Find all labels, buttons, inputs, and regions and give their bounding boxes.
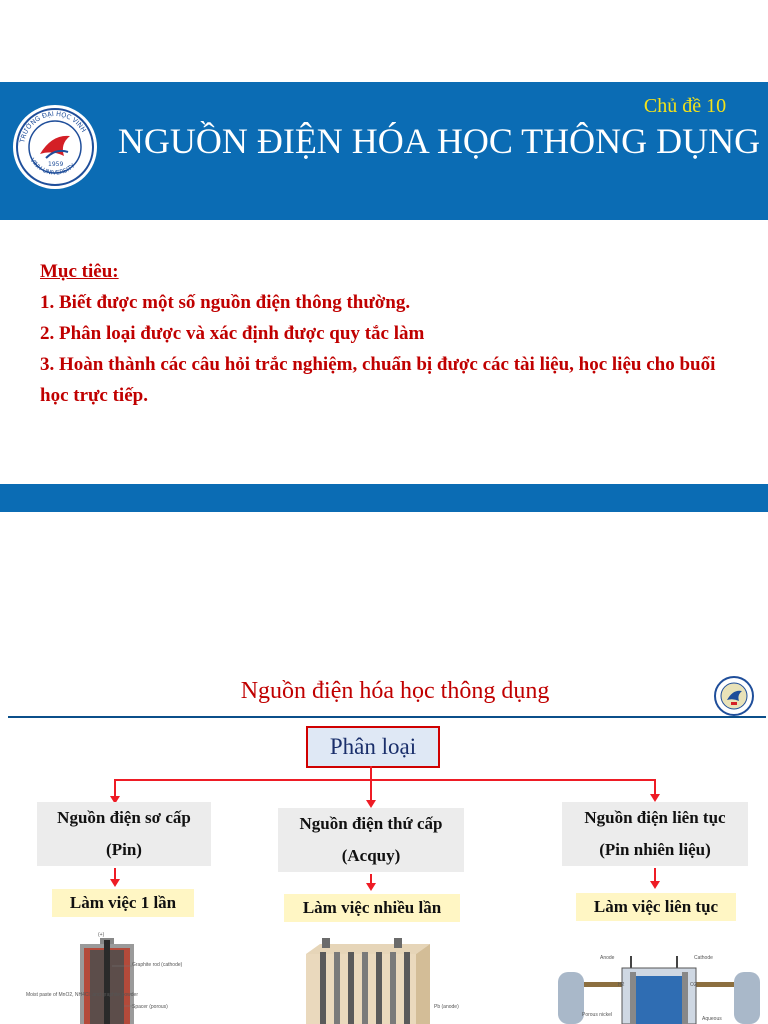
category-type: (Acquy) [341, 846, 401, 865]
connector-line [370, 779, 372, 801]
arrow-head [650, 794, 660, 802]
title-divider [8, 716, 766, 718]
slide-title: NGUỒN ĐIỆN HÓA HỌC THÔNG DỤNG [117, 121, 761, 161]
svg-text:Graphite rod (cathode): Graphite rod (cathode) [132, 962, 183, 968]
connector-line [654, 779, 656, 795]
work-mode-primary: Làm việc 1 lần [52, 889, 194, 917]
lead-acid-battery-diagram [300, 930, 460, 1024]
svg-text:H2: H2 [618, 982, 625, 988]
classification-root: Phân loại [306, 726, 440, 768]
category-name: Nguồn điện sơ cấp [57, 808, 191, 827]
slide2-title: Nguồn điện hóa học thông dụng [240, 678, 550, 704]
work-mode-continuous: Làm việc liên tục [576, 893, 736, 921]
svg-text:1959: 1959 [48, 161, 64, 168]
category-name: Nguồn điện liên tục [584, 808, 726, 827]
university-logo-small [714, 676, 754, 716]
svg-text:Pb (anode): Pb (anode) [434, 1004, 459, 1010]
connector-line [370, 766, 372, 780]
bottom-bar [0, 484, 768, 512]
category-secondary [278, 808, 464, 872]
arrow-head [366, 800, 376, 808]
work-mode-secondary: Làm việc nhiều lần [284, 894, 460, 922]
objective-item: 3. Hoàn thành các câu hỏi trắc nghiệm, chuẩn bị được các tài liệu, học liệu cho buổi học trực tiếp. [40, 354, 716, 406]
connector-line [654, 868, 656, 882]
connector-line [114, 779, 656, 781]
category-primary [37, 802, 211, 866]
category-continuous [562, 802, 748, 866]
logo-text-top: TRƯỜNG ĐẠI HỌC VINH [18, 109, 88, 144]
dry-cell-diagram [20, 926, 190, 1024]
category-type: (Pin nhiên liệu) [599, 840, 711, 859]
arrow-head [650, 881, 660, 889]
connector-line [114, 779, 116, 797]
svg-text:Spacer (porous): Spacer (porous) [132, 1004, 168, 1010]
university-logo [12, 104, 98, 190]
logo-text-bottom: VINH UNIVERSITY [28, 156, 77, 177]
svg-text:Cathode: Cathode [694, 955, 713, 961]
svg-text:Moist paste of MnO2, NH4Cl, an: Moist paste of MnO2, NH4Cl, and graphite powder [26, 992, 138, 998]
svg-text:Aqueous: Aqueous [702, 1016, 722, 1022]
objective-item: 1. Biết được một số nguồn điện thông thường. [40, 292, 411, 313]
topic-label: Chủ đề 10 [643, 95, 727, 117]
svg-text:Porous nickel: Porous nickel [582, 1012, 613, 1018]
category-type: (Pin) [106, 840, 142, 859]
objective-item: 2. Phân loại được và xác định được quy tắc làm [40, 323, 425, 344]
svg-text:O2: O2 [690, 982, 697, 988]
svg-text:Anode: Anode [600, 955, 615, 961]
objectives-heading: Mục tiêu: [40, 261, 119, 282]
fuel-cell-diagram [552, 950, 766, 1024]
arrow-head [110, 879, 120, 887]
svg-text:(+): (+) [98, 932, 105, 938]
category-name: Nguồn điện thứ cấp [299, 814, 443, 833]
objectives-block [40, 256, 730, 411]
arrow-head [366, 883, 376, 891]
